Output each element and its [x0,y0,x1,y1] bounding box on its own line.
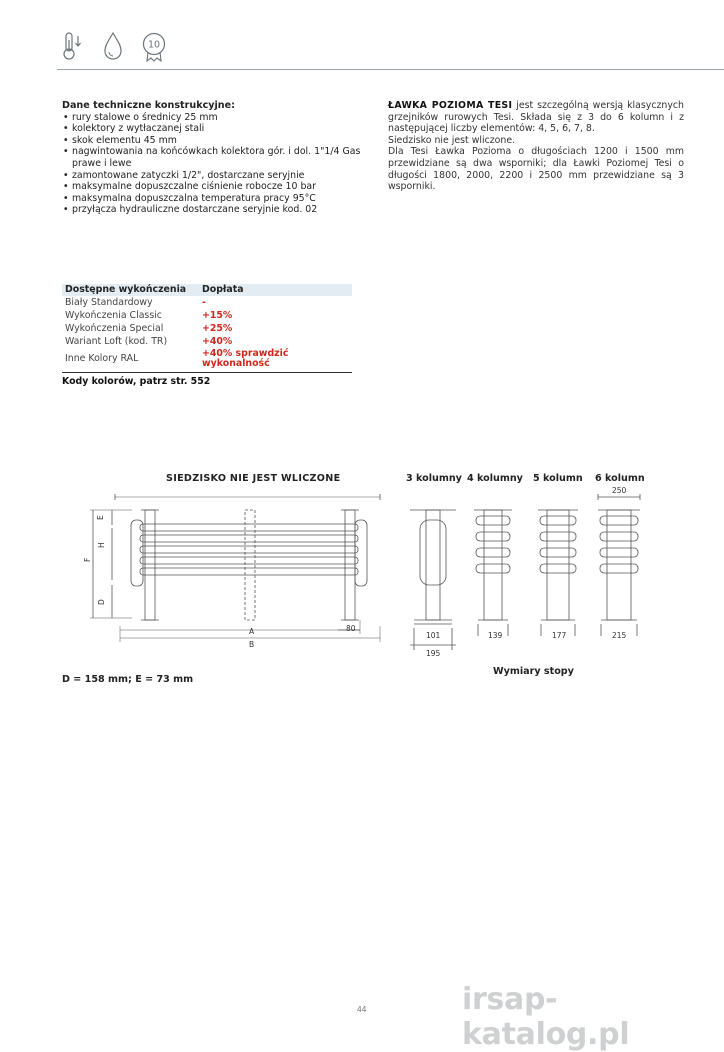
label-80: 80 [346,624,356,633]
description-note: Siedzisko nie jest wliczone. [388,134,516,146]
dim-250: 250 [612,486,627,495]
label-h: H [97,542,106,548]
list-item: • nagwintowania na końcówkach kolektora gór. i dol. 1"1/4 Gas prawe i lewe [62,146,362,169]
dim-101: 101 [426,631,441,640]
header-finish: Dostępne wykończenia [65,284,187,295]
dim-195: 195 [426,649,441,658]
svg-text:10: 10 [147,39,161,51]
technical-title: Dane techniczne konstrukcyjne: [62,100,235,111]
table-row: Wykończenia Classic +15% [65,310,233,321]
label-a: A [249,627,255,636]
label-5-columns: 5 kolumn [533,473,583,484]
drawing-title: SIEDZISKO NIE JEST WLICZONE [166,473,341,484]
table-row: Biały Standardowy - [65,297,206,308]
label-4-columns: 4 kolumny [467,473,523,484]
label-3-columns: 3 kolumny [406,473,462,484]
list-item: • kolektory z wytłaczanej stali [62,123,362,135]
label-6-columns: 6 kolumn [595,473,645,484]
header-surcharge: Dopłata [202,284,244,295]
label-d: D [97,599,106,605]
list-item: • skok elementu 45 mm [62,135,362,147]
dim-177: 177 [552,631,567,640]
list-item: • zamontowane zatyczki 1/2", dostarczane seryjnie [62,170,362,182]
description-brackets: Dla Tesi Ławka Pozioma o długościach 1200 i 1500 mm przewidziane są dwa wsporniki; dla Ławki Poziomej Tesi o długości 1800, 2000, 2200 i 2500 mm przewidziane są 3 wsporniki. [388,146,684,193]
label-b: B [249,640,255,649]
color-codes-note: Kody kolorów, patrz str. 552 [62,376,211,387]
list-item: • rury stalowe o średnicy 25 mm [62,112,362,124]
page-number: 44 [357,1005,367,1014]
label-f: F [83,557,92,562]
table-row: Wykończenia Special +25% [65,323,233,334]
table-row: Wariant Loft (kod. TR) +40% [65,336,233,347]
table-row: Inne Kolory RAL +40% sprawdzić wykonalność [65,348,289,369]
dim-139: 139 [488,631,503,640]
dimension-note: D = 158 mm; E = 73 mm [62,674,194,685]
dim-215: 215 [612,631,627,640]
label-e: E [96,515,105,520]
list-item: • maksymalna dopuszczalna temperatura pracy 95°C [62,193,362,205]
product-name: ŁAWKA POZIOMA TESI [388,100,513,111]
watermark: irsap-katalog.pl [462,982,630,1052]
list-item: • maksymalne dopuszczalne ciśnienie robocze 10 bar [62,181,362,193]
description-intro: ŁAWKA POZIOMA TESI jest szczególną wersją klasycznych grzejników rurowych Tesi. Składa się z 3 do 6 kolumn i z następującej liczby elementów: 4, 5, 6, 7, 8. [388,100,684,135]
foot-caption: Wymiary stopy [493,666,574,677]
list-item: • przyłącza hydrauliczne dostarczane seryjnie kod. 02 [62,204,362,216]
